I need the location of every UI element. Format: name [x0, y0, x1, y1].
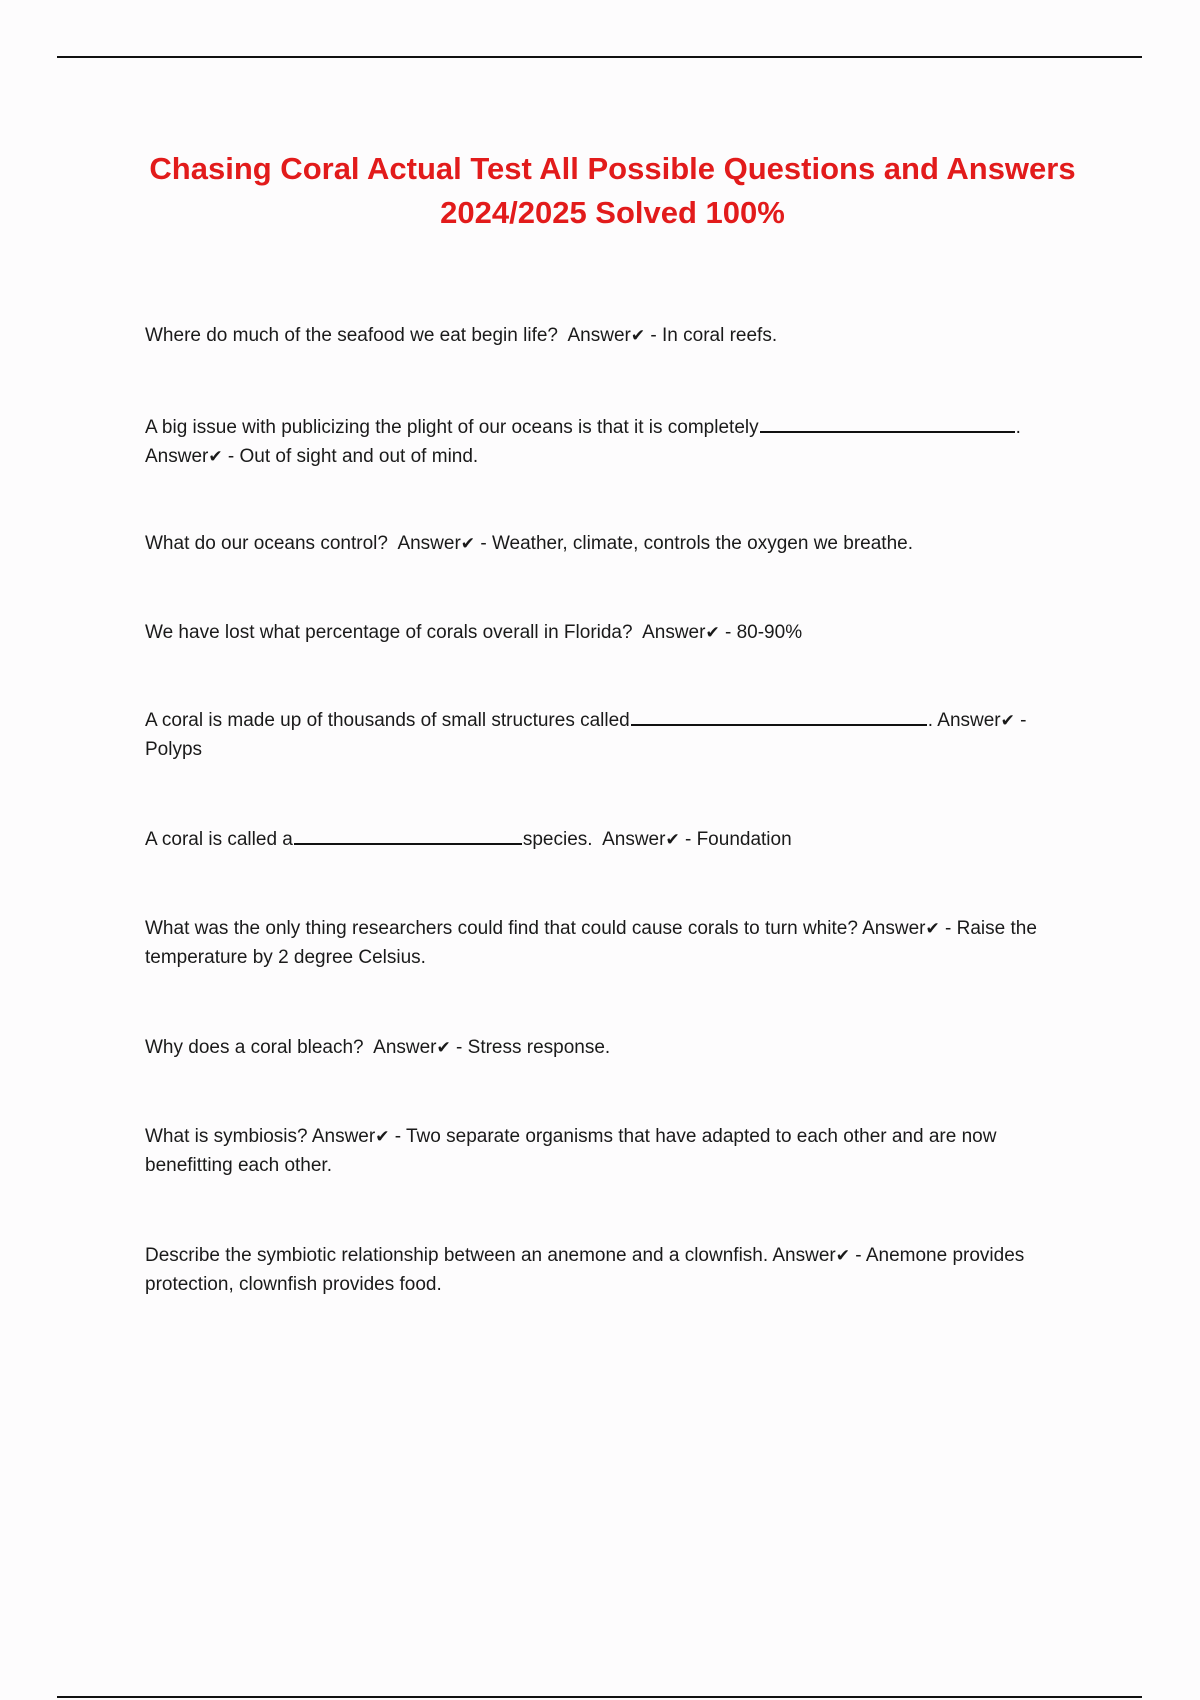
question-text: A coral is called a — [145, 829, 293, 850]
checkmark-icon: ✔ — [1000, 711, 1015, 730]
qa-item-4: We have lost what percentage of corals overall in Florida? Answer✔ - 80-90% — [145, 622, 803, 643]
question-text: We have lost what percentage of corals overall in Florida? — [145, 622, 633, 643]
qa-item-2: A big issue with publicizing the plight of our oceans is that it is completely . Answer✔ - Out of sight and out of mind. — [145, 417, 1021, 467]
question-text: What was the only thing researchers could find that could cause corals to turn white? — [145, 918, 858, 939]
qa-item-9: What is symbiosis? Answer✔ - Two separate organisms that have adapted to each other and are now benefitting each other. — [145, 1126, 997, 1176]
qa-item-7: What was the only thing researchers could find that could cause corals to turn white? Answer✔ - Raise the temperature by 2 degree Celsius. — [145, 918, 1037, 968]
question-text: A coral is made up of thousands of small structures called — [145, 710, 630, 731]
answer-label: Answer — [397, 533, 461, 554]
answer-label: Answer — [937, 710, 1001, 731]
question-text: What is symbiosis? — [145, 1126, 308, 1147]
qa-item-3: What do our oceans control? Answer✔ - Weather, climate, controls the oxygen we breathe. — [145, 533, 913, 554]
checkmark-icon: ✔ — [460, 534, 476, 553]
answer-label: Answer — [373, 1037, 437, 1058]
answer-text: Stress response. — [467, 1037, 611, 1058]
answer-text: Weather, climate, controls the oxygen we breathe. — [491, 533, 913, 554]
checkmark-icon: ✔ — [375, 1127, 390, 1146]
checkmark-icon: ✔ — [436, 1038, 451, 1057]
fill-in-blank — [631, 723, 927, 726]
answer-label: Answer — [311, 1126, 376, 1147]
answer-label: Answer — [862, 918, 926, 939]
bottom-rule — [57, 1696, 1142, 1698]
checkmark-icon: ✔ — [208, 447, 223, 466]
answer-label: Answer — [642, 622, 706, 643]
answer-text: Polyps — [145, 739, 203, 760]
answer-text: Out of sight and out of mind. — [239, 446, 479, 467]
checkmark-icon: ✔ — [665, 830, 680, 849]
question-text: What do our oceans control? — [145, 533, 388, 554]
answer-text: In coral reefs. — [662, 325, 778, 346]
question-text: Why does a coral bleach? — [145, 1037, 364, 1058]
checkmark-icon: ✔ — [705, 623, 720, 642]
question-suffix: species. — [522, 829, 593, 850]
checkmark-icon: ✔ — [835, 1246, 850, 1265]
checkmark-icon: ✔ — [630, 326, 646, 345]
question-text: A big issue with publicizing the plight of our oceans is that it is completely — [145, 417, 759, 438]
answer-label: Answer — [145, 446, 209, 467]
answer-text: 80-90% — [736, 622, 803, 643]
answer-text: Two separate organisms that have adapted to each other and are now benefitting each other. — [145, 1126, 997, 1176]
answer-label: Answer — [602, 829, 666, 850]
checkmark-icon: ✔ — [925, 919, 940, 938]
top-rule — [57, 56, 1142, 58]
fill-in-blank — [294, 842, 522, 845]
qa-item-6: A coral is called a species. Answer✔ - Foundation — [145, 829, 792, 850]
qa-item-1: Where do much of the seafood we eat begin life? Answer✔ - In coral reefs. — [145, 325, 778, 346]
qa-item-8: Why does a coral bleach? Answer✔ - Stress response. — [145, 1037, 611, 1058]
question-suffix: . — [1015, 417, 1021, 438]
answer-label: Answer — [567, 325, 631, 346]
question-text: Where do much of the seafood we eat begin life? — [145, 325, 558, 346]
document-title: Chasing Coral Actual Test All Possible Questions and Answers 2024/2025 Solved 100% — [149, 151, 1076, 230]
answer-text: Anemone provides protection, clownfish provides food. — [145, 1245, 1025, 1295]
answer-text: Foundation — [696, 829, 792, 850]
qa-item-10: Describe the symbiotic relationship between an anemone and a clownfish. Answer✔ - Anemone provides protection, clownfish provides food. — [145, 1245, 1025, 1295]
question-text: Describe the symbiotic relationship between an anemone and a clownfish. — [145, 1245, 769, 1266]
answer-text: Raise the temperature by 2 degree Celsius. — [145, 918, 1037, 968]
fill-in-blank — [760, 430, 1015, 433]
answer-label: Answer — [772, 1245, 836, 1266]
qa-item-5: A coral is made up of thousands of small structures called . Answer✔ - Polyps — [145, 710, 1027, 760]
question-suffix: . — [927, 710, 934, 731]
